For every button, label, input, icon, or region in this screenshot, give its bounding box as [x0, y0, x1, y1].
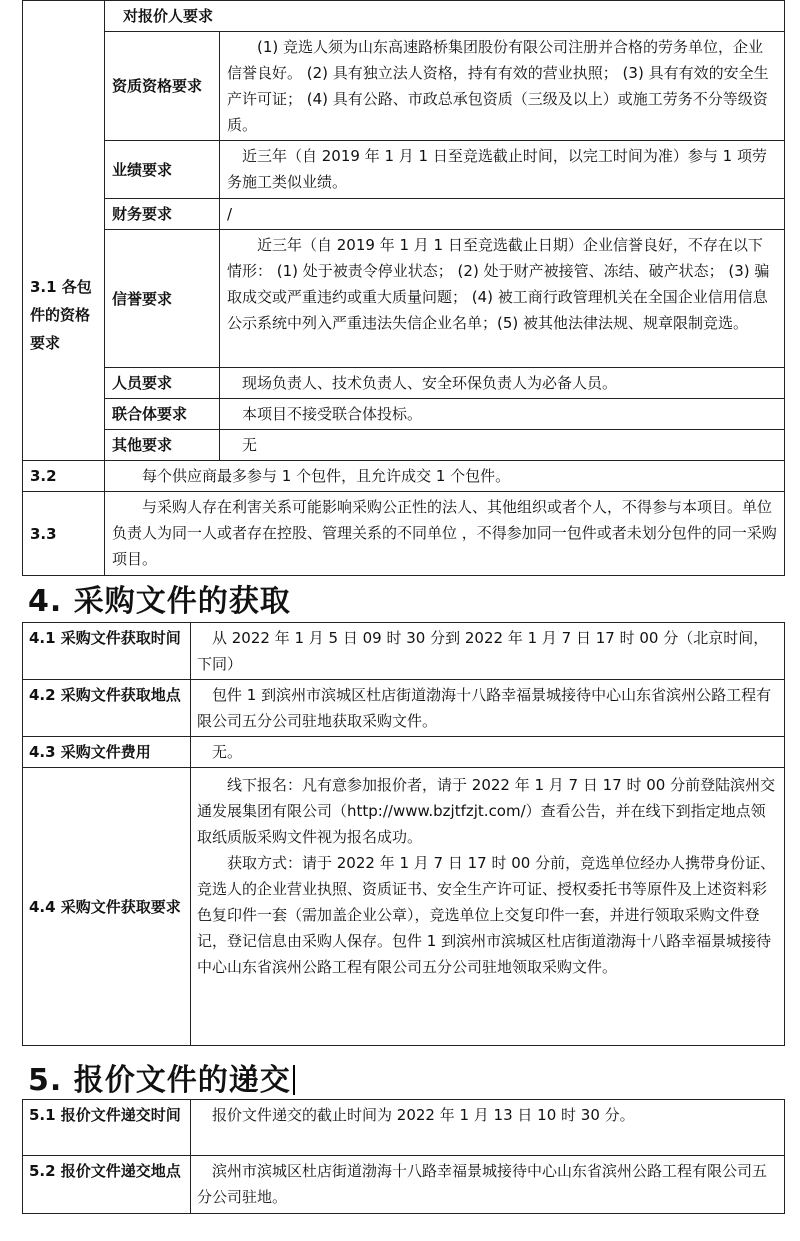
req-text: 现场负责人、技术负责人、安全环保负责人为必备人员。 — [220, 368, 785, 399]
table-row — [23, 623, 785, 680]
table-row — [23, 430, 785, 461]
submission-table — [22, 1099, 785, 1214]
req-text: / — [220, 199, 785, 230]
row-label-3-1: 3.1 各包件的资格要求 — [23, 1, 105, 461]
requirements-table — [22, 0, 785, 576]
req-text: 近三年（自 2019 年 1 月 1 日至竞选截止日期）企业信誉良好，不存在以下情形： (1) 处于被责令停业状态； (2) 处于财产被接管、冻结、破产状态； (3) 骗取成交或严重违约或重大质量问题； (4) 被工商行政管理机关在全国企业信用信息公示系统中列入严重违法失信企业名单；(5) 被其他法律法规、规章限制竞选。 — [220, 230, 785, 368]
req-label: 其他要求 — [105, 430, 220, 461]
section-heading-5: 5. 报价文件的递交 — [28, 1055, 295, 1099]
table-header-cell: 对报价人要求 — [105, 1, 785, 32]
table-row — [23, 461, 785, 492]
table-row — [23, 1100, 785, 1156]
table-row — [23, 1, 785, 32]
acquisition-table — [22, 622, 785, 1046]
req-text: 近三年（自 2019 年 1 月 1 日至竞选截止时间，以完工时间为准）参与 1 项劳务施工类似业绩。 — [220, 141, 785, 199]
table-row — [23, 768, 785, 1046]
req-label: 人员要求 — [105, 368, 220, 399]
table-row — [23, 680, 785, 737]
table-row — [23, 199, 785, 230]
req-text: 本项目不接受联合体投标。 — [220, 399, 785, 430]
section-heading-4: 4. 采购文件的获取 — [28, 584, 291, 619]
table-row — [23, 141, 785, 199]
req-label: 业绩要求 — [105, 141, 220, 199]
row-text: 从 2022 年 1 月 5 日 09 时 30 分到 2022 年 1 月 7 日 17 时 00 分（北京时间，下同） — [191, 623, 785, 680]
row-text: 每个供应商最多参与 1 个包件，且允许成交 1 个包件。 — [105, 461, 785, 492]
row-label: 4.1 采购文件获取时间 — [23, 623, 191, 680]
row-number: 3.2 — [23, 461, 105, 492]
table-row — [23, 32, 785, 141]
row-text: 报价文件递交的截止时间为 2022 年 1 月 13 日 10 时 30 分。 — [191, 1100, 785, 1156]
table-row — [23, 1156, 785, 1214]
row-label: 4.2 采购文件获取地点 — [23, 680, 191, 737]
row-number: 3.3 — [23, 492, 105, 576]
table-row — [23, 230, 785, 368]
row-text: 无。 — [191, 737, 785, 768]
text-cursor — [293, 1065, 295, 1095]
req-label: 联合体要求 — [105, 399, 220, 430]
row-label: 4.4 采购文件获取要求 — [23, 768, 191, 1046]
req-label: 信誉要求 — [105, 230, 220, 368]
table-row — [23, 368, 785, 399]
row-label: 5.1 报价文件递交时间 — [23, 1100, 191, 1156]
row-text — [191, 768, 785, 1046]
req-text: (1) 竞选人须为山东高速路桥集团股份有限公司注册并合格的劳务单位，企业信誉良好。 (2) 具有独立法人资格，持有有效的营业执照； (3) 具有有效的安全生产许可证； (4) 具有公路、市政总承包资质（三级及以上）或施工劳务不分等级资质。 — [220, 32, 785, 141]
paragraph: 线下报名：凡有意参加报价者，请于 2022 年 1 月 7 日 17 时 00 分前登陆滨州交通发展集团有限公司（http://www.bzjtfzjt.com/）查看公告，并在线下到指定地点领取纸质版采购文件视为报名成功。 — [197, 776, 776, 846]
row-label: 4.3 采购文件费用 — [23, 737, 191, 768]
row-text: 与采购人存在利害关系可能影响采购公正性的法人、其他组织或者个人，不得参与本项目。单位负责人为同一人或者存在控股、管理关系的不同单位 ，不得参加同一包件或者未划分包件的同一采购项目。 — [105, 492, 785, 576]
row-text: 包件 1 到滨州市滨城区杜店街道渤海十八路幸福景城接待中心山东省滨州公路工程有限公司五分公司驻地获取采购文件。 — [191, 680, 785, 737]
req-text: 无 — [220, 430, 785, 461]
row-text: 滨州市滨城区杜店街道渤海十八路幸福景城接待中心山东省滨州公路工程有限公司五分公司驻地。 — [191, 1156, 785, 1214]
paragraph: 获取方式：请于 2022 年 1 月 7 日 17 时 00 分前，竞选单位经办人携带身份证、竞选人的企业营业执照、资质证书、安全生产许可证、授权委托书等原件及上述资料彩色复印件一套（需加盖企业公章），竞选单位上交复印件一套，并进行领取采购文件登记，登记信息由采购人保存。包件 1 到滨州市滨城区杜店街道渤海十八路幸福景城接待中心山东省滨州公路工程有限公司五分公司驻地领取采购文件。 — [197, 854, 776, 976]
req-label: 资质资格要求 — [105, 32, 220, 141]
table-row — [23, 737, 785, 768]
table-row — [23, 399, 785, 430]
table-row — [23, 492, 785, 576]
row-label: 5.2 报价文件递交地点 — [23, 1156, 191, 1214]
req-label: 财务要求 — [105, 199, 220, 230]
